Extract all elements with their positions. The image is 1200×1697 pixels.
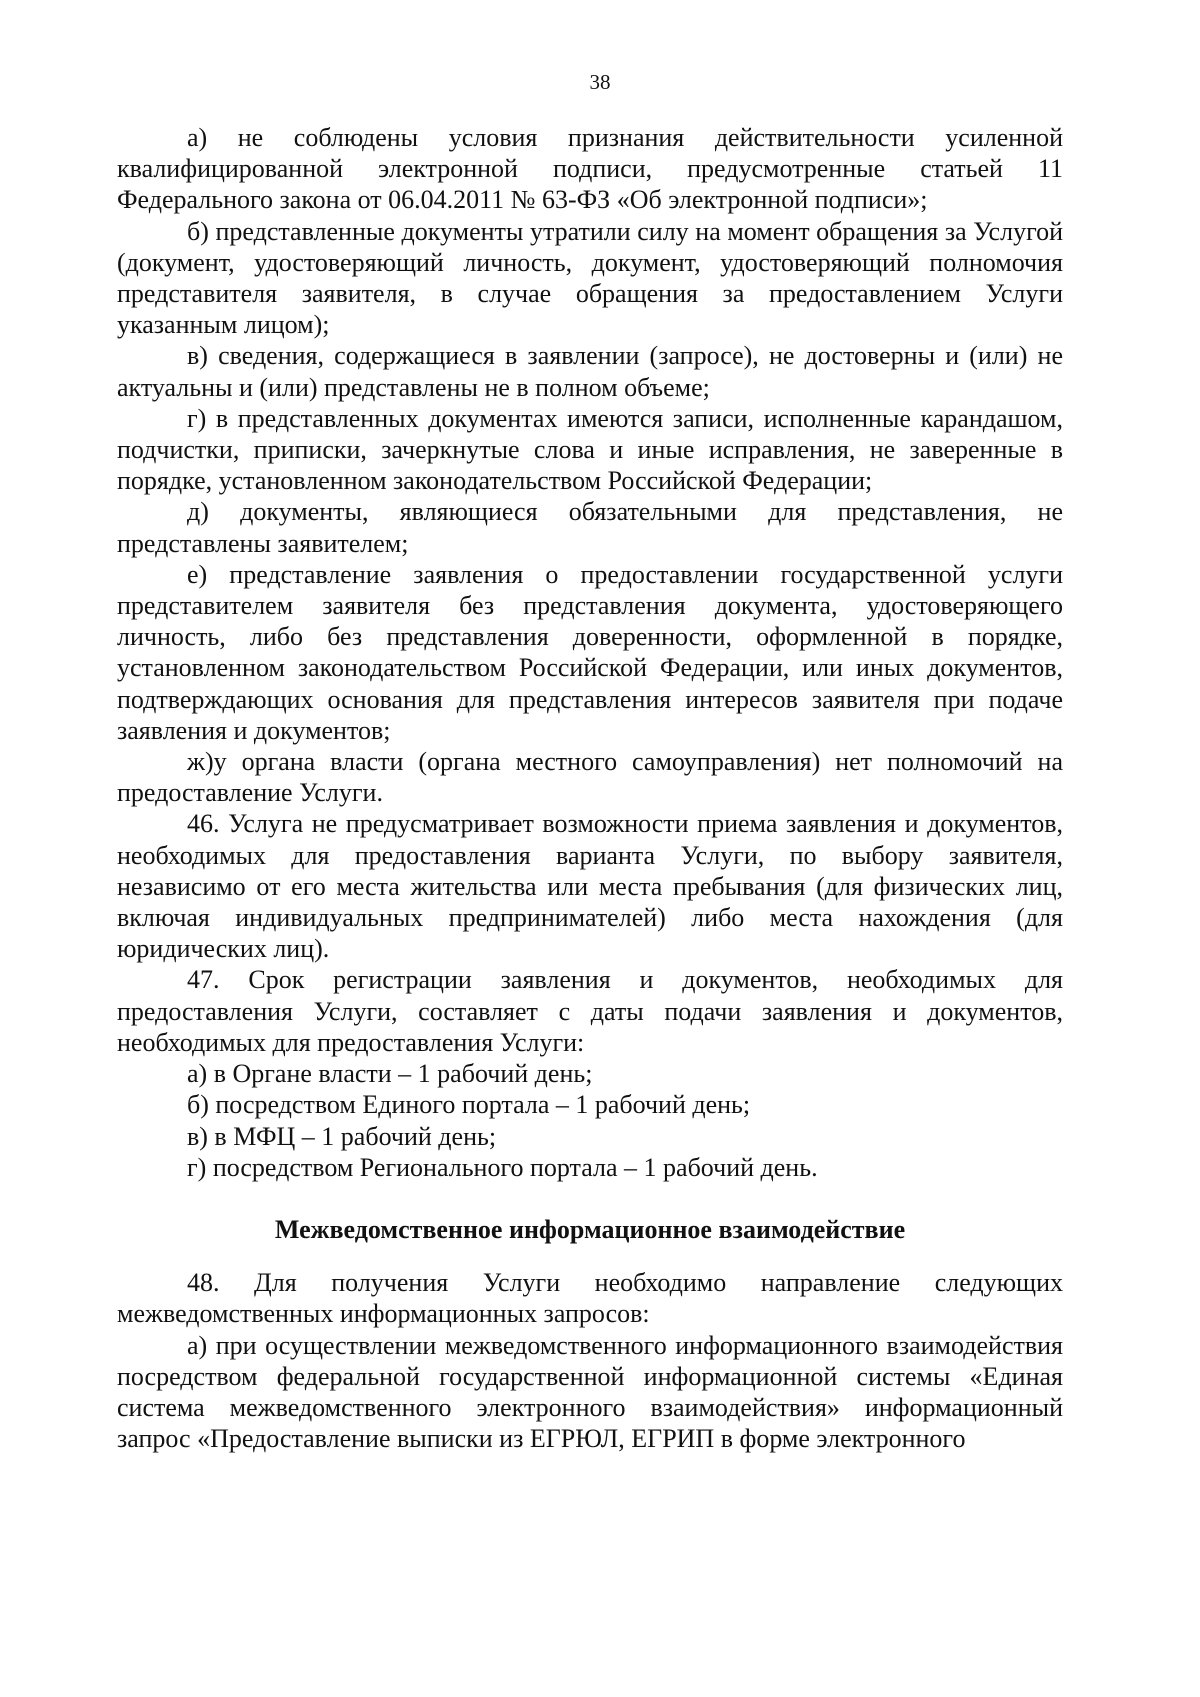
paragraph-47-a: а) в Органе власти – 1 рабочий день; — [187, 1059, 593, 1089]
heading-spacer — [117, 1245, 1063, 1267]
paragraph-refusal-g: г) в представленных документах имеются записи, исполненные карандашом, подчистки, приписки, зачеркнутые слова и иные исправления, не заверенные в порядке, установленном законодательством Российской Федерации; — [117, 403, 1063, 496]
paragraph-46: 46. Услуга не предусматривает возможности приема заявления и документов, необходимых для предоставления варианта Услуги, по выбору заявителя, независимо от его места жительства или места пребывания (для физических лиц, включая индивидуальных предпринимателей) либо места нахождения (для юридических лиц). — [117, 809, 1063, 964]
paragraph-47: 47. Срок регистрации заявления и документов, необходимых для предоставления Услуги, составляет с даты подачи заявления и документов, необходимых для предоставления Услуги: — [117, 965, 1063, 1057]
paragraph-48: 48. Для получения Услуги необходимо направление следующих межведомственных информационных запросов: — [117, 1268, 1063, 1329]
paragraph-47-g: г) посредством Регионального портала – 1 рабочий день. — [187, 1152, 818, 1182]
page-number: 38 — [589, 70, 611, 94]
paragraph-refusal-zh: ж)у органа власти (органа местного самоуправления) нет полномочий на предоставление Услуги. — [117, 747, 1063, 808]
paragraph-47-v: в) в МФЦ – 1 рабочий день; — [187, 1121, 497, 1151]
paragraph-refusal-d: д) документы, являющиеся обязательными для представления, не представлены заявителем; — [117, 497, 1063, 558]
paragraph-48-a: а) при осуществлении межведомственного информационного взаимодействия посредством федеральной государственной информационной системы «Единая система межведомственного электронного взаимодействия» информационный запрос «Предоставление выписки из ЕГРЮЛ, ЕГРИП в форме электронного — [117, 1330, 1063, 1454]
section-heading: Межведомственное информационное взаимодействие — [274, 1214, 906, 1244]
document-body — [117, 122, 1063, 1454]
paragraph-refusal-a: а) не соблюдены условия признания действительности усиленной квалифицированной электронной подписи, предусмотренные статьей 11 Федерального закона от 06.04.2011 № 63-ФЗ «Об электронной подписи»; — [117, 123, 1063, 215]
paragraph-refusal-v: в) сведения, содержащиеся в заявлении (запросе), не достоверны и (или) не актуальны и (или) представлены не в полном объеме; — [117, 341, 1063, 402]
paragraph-47-b: б) посредством Единого портала – 1 рабочий день; — [187, 1090, 751, 1120]
section-spacer — [117, 1183, 1063, 1214]
paragraph-refusal-b: б) представленные документы утратили силу на момент обращения за Услугой (документ, удостоверяющий личность, документ, удостоверяющий полномочия представителя заявителя, в случае обращения за предоставлением Услуги указанным лицом); — [117, 216, 1063, 340]
paragraph-refusal-e: е) представление заявления о предоставлении государственной услуги представителем заявителя без представления документа, удостоверяющего личность, либо без представления доверенности, оформленной в порядке, установленном законодательством Российской Федерации, или иных документов, подтверждающих основания для представления интересов заявителя при подаче заявления и документов; — [117, 559, 1063, 745]
